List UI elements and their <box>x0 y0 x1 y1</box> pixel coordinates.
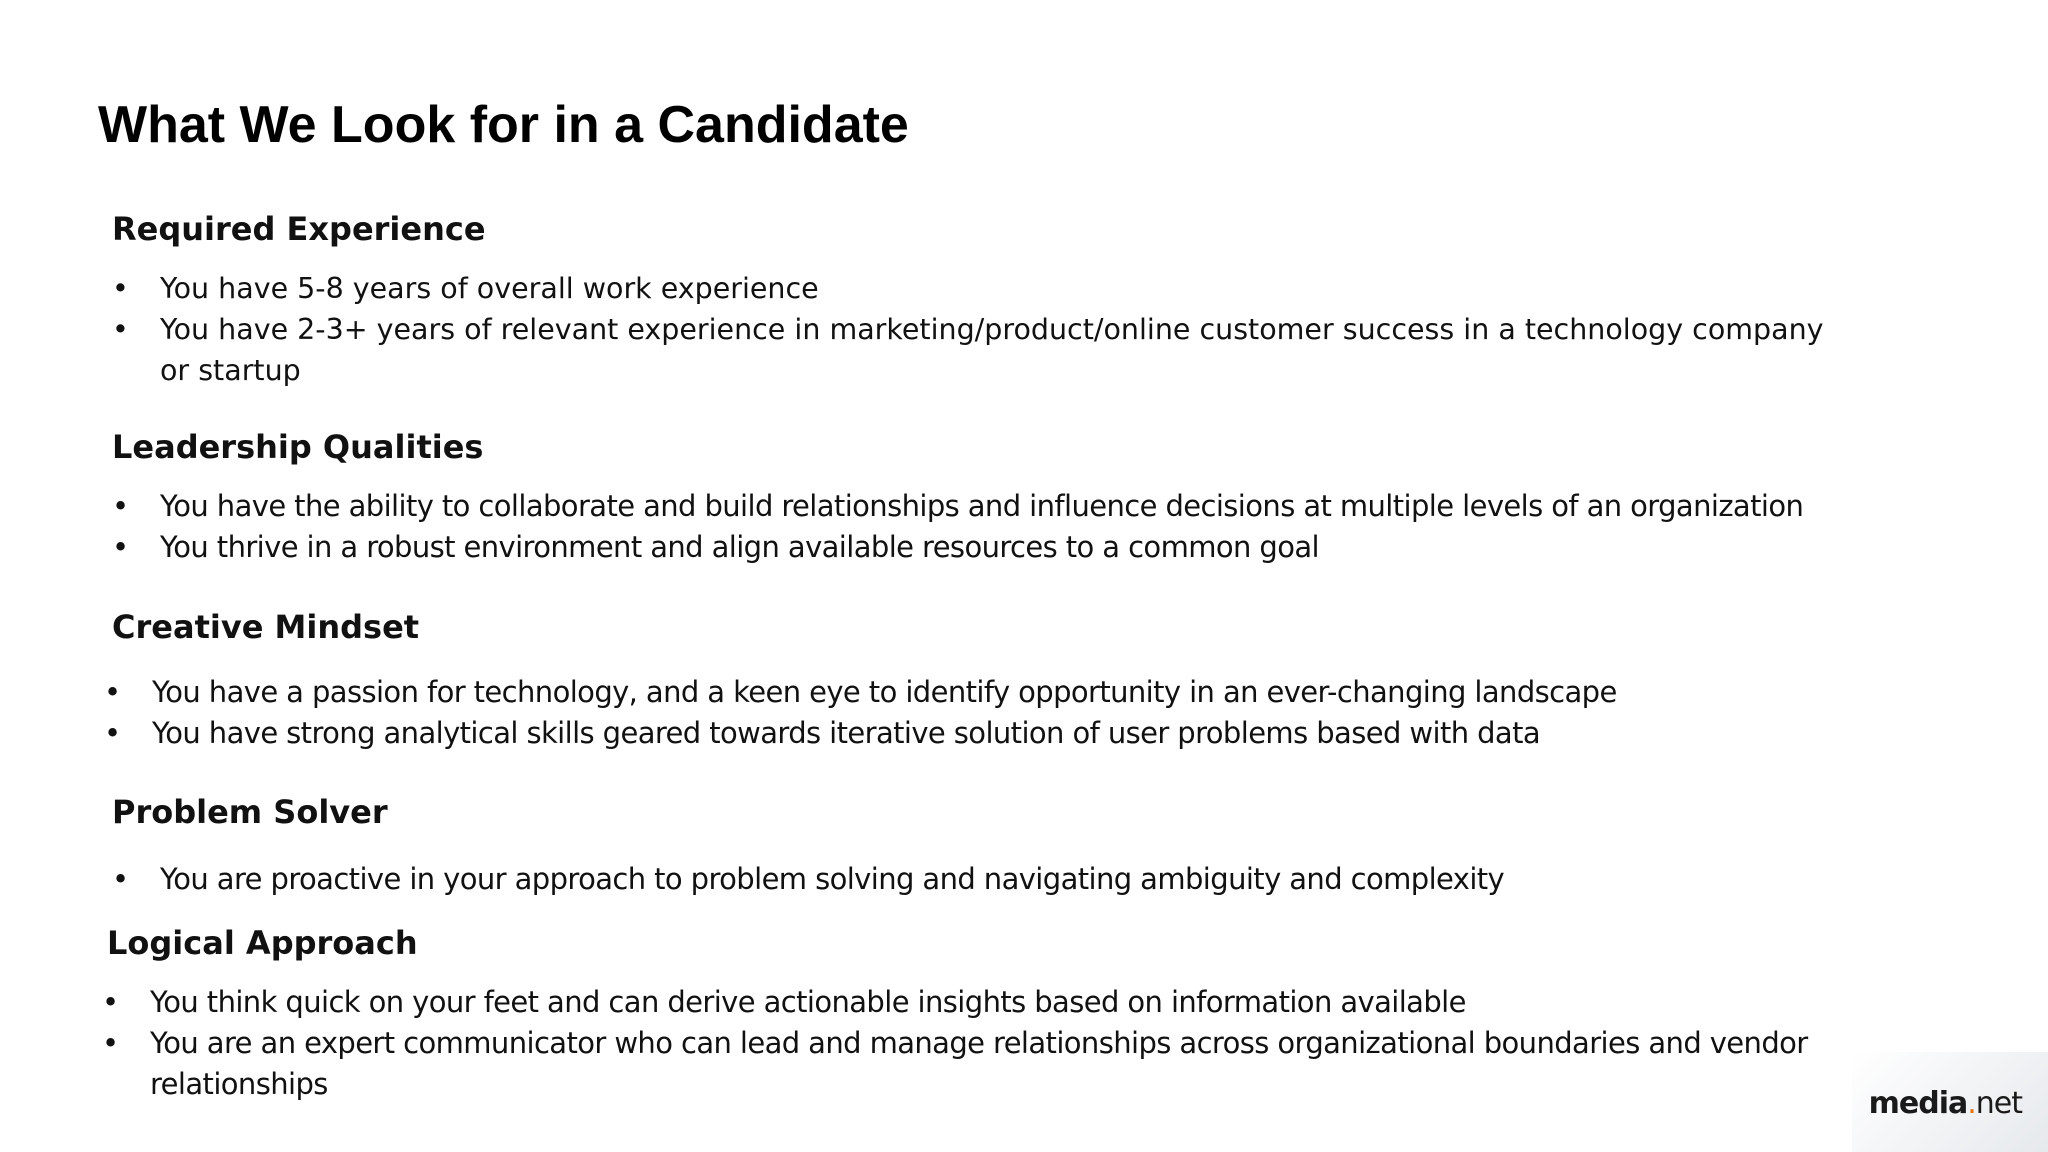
list-item-text: You think quick on your feet and can derive actionable insights based on information available <box>150 985 1466 1019</box>
list-item-text: You have 5-8 years of overall work experience <box>160 272 819 305</box>
section-heading-logical-approach: Logical Approach <box>107 924 418 962</box>
bullet-icon: • <box>112 313 129 346</box>
list-item <box>112 486 1932 527</box>
bullet-icon: • <box>102 985 119 1019</box>
logo-part-media: media <box>1868 1086 1968 1121</box>
list-item-text: You have the ability to collaborate and build relationships and influence decisions at multiple levels of an organization <box>160 489 1804 523</box>
bullet-icon: • <box>112 530 129 564</box>
list-item <box>104 713 1924 754</box>
list-item-text: You have strong analytical skills geared towards iterative solution of user problems based with data <box>152 716 1541 750</box>
list-item <box>104 672 1924 713</box>
bullet-icon: • <box>104 675 121 709</box>
list-item-text: You have 2-3+ years of relevant experience in marketing/product/online customer success in a technology company or startup <box>160 313 1824 387</box>
bullet-icon: • <box>102 1026 119 1060</box>
list-item-text: You have a passion for technology, and a keen eye to identify opportunity in an ever-changing landscape <box>152 675 1617 709</box>
leadership-qualities-list <box>112 486 1932 568</box>
list-item <box>102 1023 1942 1105</box>
list-item <box>112 268 1832 309</box>
problem-solver-list <box>112 859 1932 900</box>
bullet-icon: • <box>112 489 129 523</box>
media-net-logo <box>1852 1052 2048 1152</box>
list-item <box>112 527 1932 568</box>
bullet-icon: • <box>104 716 121 750</box>
logo-dot: . <box>1967 1086 1976 1121</box>
logo-wordmark <box>1869 1086 2022 1122</box>
section-heading-required-experience: Required Experience <box>112 210 486 248</box>
list-item-text: You are an expert communicator who can lead and manage relationships across organizational boundaries and vendor relationships <box>150 1026 1808 1101</box>
creative-mindset-list <box>104 672 1924 754</box>
list-item <box>112 859 1932 900</box>
list-item-text: You are proactive in your approach to problem solving and navigating ambiguity and complexity <box>160 862 1505 896</box>
logical-approach-list <box>102 982 1942 1105</box>
bullet-icon: • <box>112 272 129 305</box>
section-heading-creative-mindset: Creative Mindset <box>112 608 420 646</box>
section-heading-problem-solver: Problem Solver <box>112 793 388 831</box>
bullet-icon: • <box>112 862 129 896</box>
list-item-text: You thrive in a robust environment and align available resources to a common goal <box>160 530 1319 564</box>
list-item <box>112 309 1832 391</box>
required-experience-list <box>112 268 1832 391</box>
list-item <box>102 982 1942 1023</box>
slide-title: What We Look for in a Candidate <box>98 96 909 154</box>
section-heading-leadership-qualities: Leadership Qualities <box>112 428 484 466</box>
logo-part-net: net <box>1975 1086 2022 1121</box>
